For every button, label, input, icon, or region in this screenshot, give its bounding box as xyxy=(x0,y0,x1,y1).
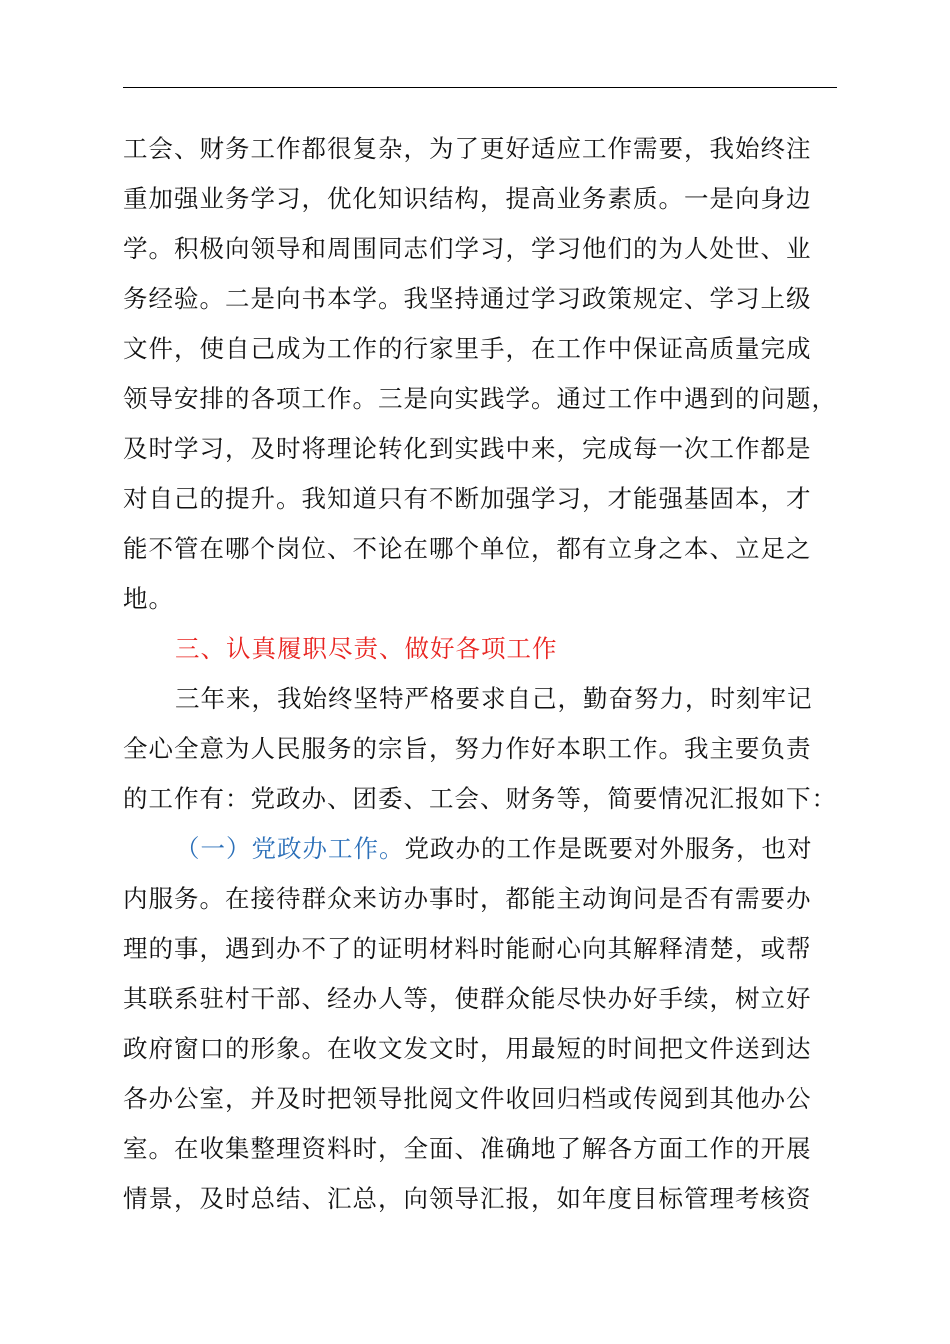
text-line: 领导安排的各项工作。三是向实践学。通过工作中遇到的问题， xyxy=(123,384,837,413)
text-line: 情景，及时总结、汇总，向领导汇报，如年度目标管理考核资 xyxy=(123,1184,812,1213)
text-line: 内服务。在接待群众来访办事时，都能主动询问是否有需要办 xyxy=(123,884,812,913)
text-line: 政府窗口的形象。在收文发文时，用最短的时间把文件送到达 xyxy=(123,1034,812,1063)
paragraph-party-office xyxy=(123,824,863,1224)
paragraph-learning xyxy=(123,124,863,624)
paragraph-duties xyxy=(123,674,863,824)
text-line: 各办公室，并及时把领导批阅文件收回归档或传阅到其他办公 xyxy=(123,1084,812,1113)
text-line: 工会、财务工作都很复杂，为了更好适应工作需要，我始终注 xyxy=(123,134,812,163)
section-heading: 三、认真履职尽责、做好各项工作 xyxy=(175,634,558,663)
subheading-rest: 党政办的工作是既要对外服务，也对 xyxy=(404,834,813,863)
document-body xyxy=(123,124,863,1224)
text-line: 务经验。二是向书本学。我坚持通过学习政策规定、学习上级 xyxy=(123,284,812,313)
text-line xyxy=(123,824,863,874)
text-line: 其联系驻村干部、经办人等，使群众能尽快办好手续，树立好 xyxy=(123,984,812,1013)
header-rule xyxy=(123,87,837,88)
text-line: 对自己的提升。我知道只有不断加强学习，才能强基固本，才 xyxy=(123,484,812,513)
text-line: 全心全意为人民服务的宗旨，努力作好本职工作。我主要负责 xyxy=(123,734,812,763)
text-line: 文件，使自己成为工作的行家里手，在工作中保证高质量完成 xyxy=(123,334,812,363)
text-line: 理的事，遇到办不了的证明材料时能耐心向其解释清楚，或帮 xyxy=(123,934,812,963)
text-line: 室。在收集整理资料时，全面、准确地了解各方面工作的开展 xyxy=(123,1134,812,1163)
text-line: 三年来，我始终坚特严格要求自己，勤奋努力，时刻牢记 xyxy=(175,684,813,713)
text-line: 的工作有：党政办、团委、工会、财务等，简要情况汇报如下： xyxy=(123,784,837,813)
text-line: 重加强业务学习，优化知识结构，提高业务素质。一是向身边 xyxy=(123,184,812,213)
text-line: 地。 xyxy=(123,584,174,613)
text-line: 能不管在哪个岗位、不论在哪个单位，都有立身之本、立足之 xyxy=(123,534,812,563)
text-line: 学。积极向领导和周围同志们学习，学习他们的为人处世、业 xyxy=(123,234,812,263)
subheading-party-office: （一）党政办工作。 xyxy=(175,834,405,863)
text-line: 及时学习，及时将理论转化到实践中来，完成每一次工作都是 xyxy=(123,434,812,463)
